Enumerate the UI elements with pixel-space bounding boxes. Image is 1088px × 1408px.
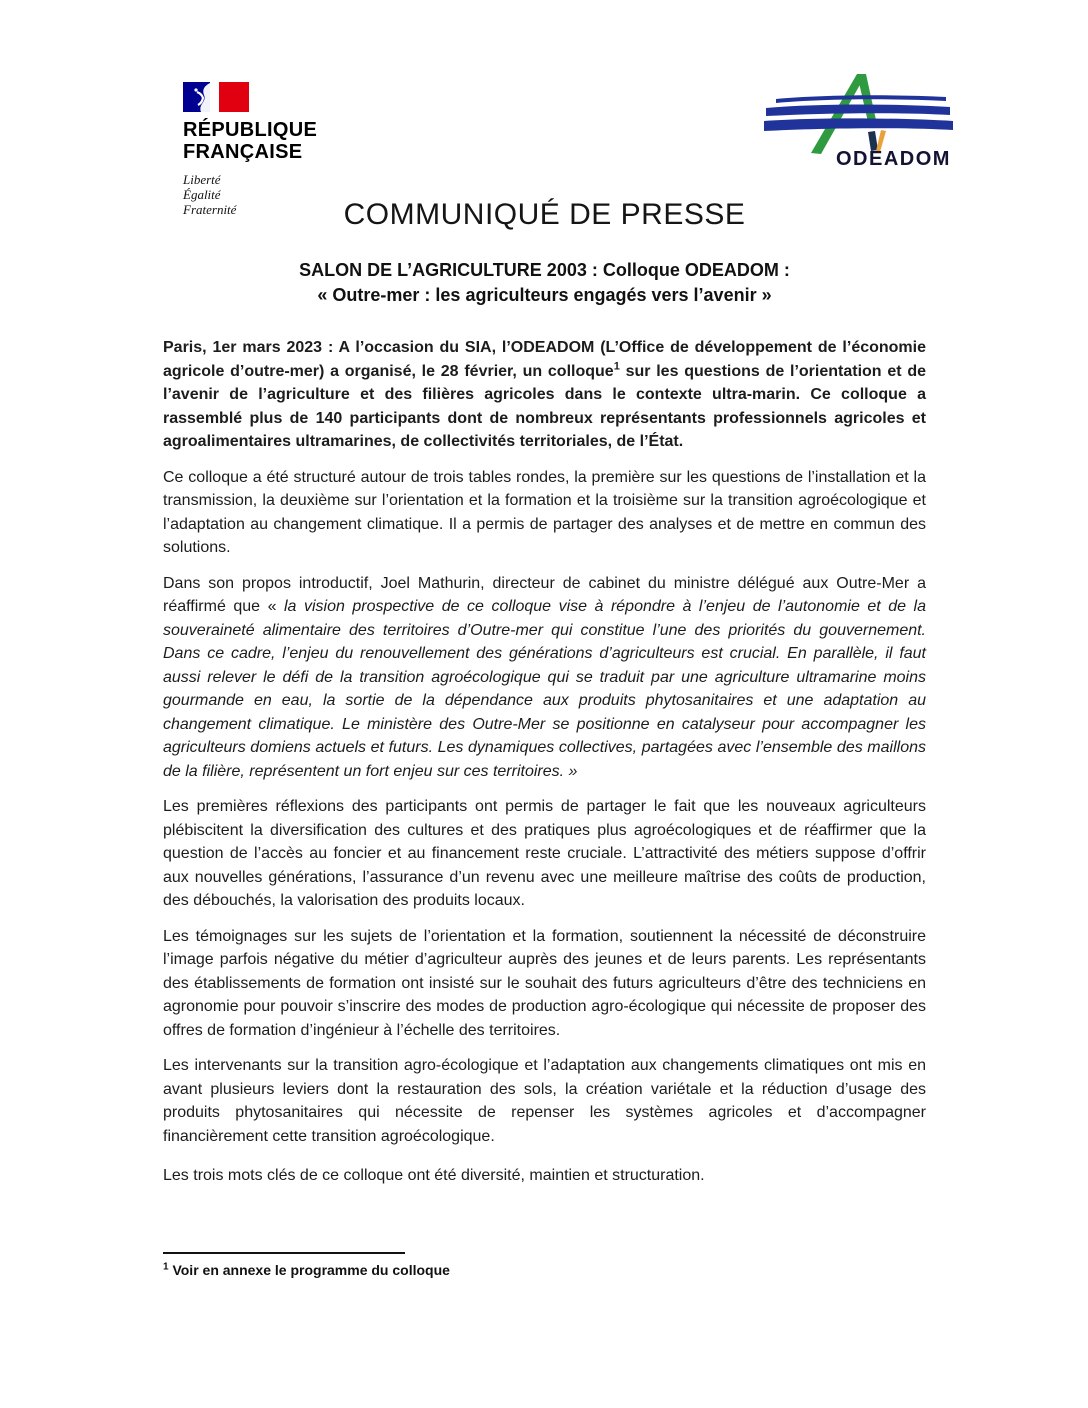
odeadom-wordmark: ODEADOM [836,148,951,170]
paragraph-lead [163,336,926,454]
quote-italic-text: la vision prospective de ce colloque vise à répondre à l’enjeu de l’autonomie et de la souveraineté alimentaire des territoires d’Outre-mer qui constitue l’une des priorités du gouvernement. Dans ce cadre, l’enjeu du renouvellement des générations d’agriculteurs est crucial. En parallèle, il faut aussi relever le défi de la transition agroécologique qui se traduit par une agriculture ultramarine moins gourmande en eau, la sortie de la dépendance aux produits phytosanitaires et une adaptation au changement climatique. Le ministère des Outre-Mer se positionne en catalyseur pour accompagner les agriculteurs domiens actuels et futurs. Les dynamiques collectives, partagées avec l’ensemble des maillons de la filière, représentent un fort enjeu sur ces territoires. » [163,598,926,780]
footnote-reference: 1 [613,360,620,373]
footnote-area [163,1252,683,1278]
rf-motto-liberte: Liberté [183,172,221,187]
paragraph-quote [163,572,926,784]
paragraph-mots-cles: Les trois mots clés de ce colloque ont été diversité, maintien et structuration. [163,1167,705,1184]
document-content [163,198,926,1200]
lead-text-after-ref: sur les questions de l’orientation et de l’avenir de l’agriculture et des filières agricoles dans le contexte ultra-marin. Ce colloque a rassemblé plus de 140 participants dont de nombreux représentants professionnels agricoles et agroalimentaires ultramarines, de collectivités territoriales, de l’État. [163,362,926,450]
paragraph-intervenants: Les intervenants sur la transition agro-écologique et l’adaptation aux changements climatiques ont mis en avant plusieurs leviers dont la restauration des sols, la création variétale et la réduction d’usage des produits phytosanitaires qui nécessite de repenser les systèmes agricoles et d’accompagner financièrement cette transition agroécologique. [163,1057,926,1145]
footnote-marker: 1 [163,1261,169,1273]
rf-name-line2: FRANÇAISE [183,141,303,163]
footnote [163,1262,683,1278]
rf-motto-egalite: Égalité [183,187,221,202]
republique-francaise-wordmark [183,119,317,163]
republique-francaise-logo [183,82,317,217]
rf-name-line1: RÉPUBLIQUE [183,119,318,141]
paragraph-temoignages: Les témoignages sur les sujets de l’orientation et la formation, soutiennent la nécessité de déconstruire l’image parfois négative du métier d’agriculteur auprès des jeunes et de leurs parents. Les représentants des établissements de formation ont insisté sur le souhait des futurs agriculteurs d’être des techniciens en agronomie pour pouvoir s’inscrire des modes de production agro-écologique qui nécessite de proposer des offres de formation d’ingénieur à l’échelle des territoires. [163,927,926,1039]
odeadom-logo [764,70,956,172]
french-flag-marianne-icon [183,82,317,112]
subtitle-line1: SALON DE L’AGRICULTURE 2003 : Colloque ODEADOM : [299,260,790,280]
odeadom-logo-icon [764,70,956,172]
document-subtitle [163,258,926,308]
paragraph-reflexions: Les premières réflexions des participants ont permis de partager le fait que les nouveaux agriculteurs plébiscitent la diversification des cultures et des pratiques plus agroécologiques et de réaffirmer que la question de l’accès au foncier et au financement reste cruciale. L’attractivité des métiers suppose d’offrir aux nouvelles générations, l’assurance d’un revenu avec une meilleure maîtrise des coûts de production, des débouchés, la valorisation des produits locaux. [163,798,926,909]
footnote-label: Voir en annexe le programme du colloque [168,1262,450,1278]
subtitle-line2: « Outre-mer : les agriculteurs engagés vers l’avenir » [317,285,772,305]
page-title: COMMUNIQUÉ DE PRESSE [343,198,746,231]
quote-intro: Dans son propos introductif, Joel Mathurin, directeur de cabinet du ministre délégué aux Outre-Mer a réaffirmé que « [163,574,926,615]
rf-motto-fraternite: Fraternité [183,202,237,217]
footnote-separator [163,1252,405,1254]
lead-text-before-ref: Paris, 1er mars 2023 : A l’occasion du SIA, l’ODEADOM (L’Office de développement de l’économie agricole d’outre-mer) a organisé, le 28 février, un colloque [163,339,926,380]
paragraph-tables-rondes: Ce colloque a été structuré autour de trois tables rondes, la première sur les questions de l’installation et la transmission, la deuxième sur l’orientation et la formation et la troisième sur la transition agroécologique et l’adaptation au changement climatique. Il a permis de partager des analyses et de mettre en commun des solutions. [163,468,926,556]
